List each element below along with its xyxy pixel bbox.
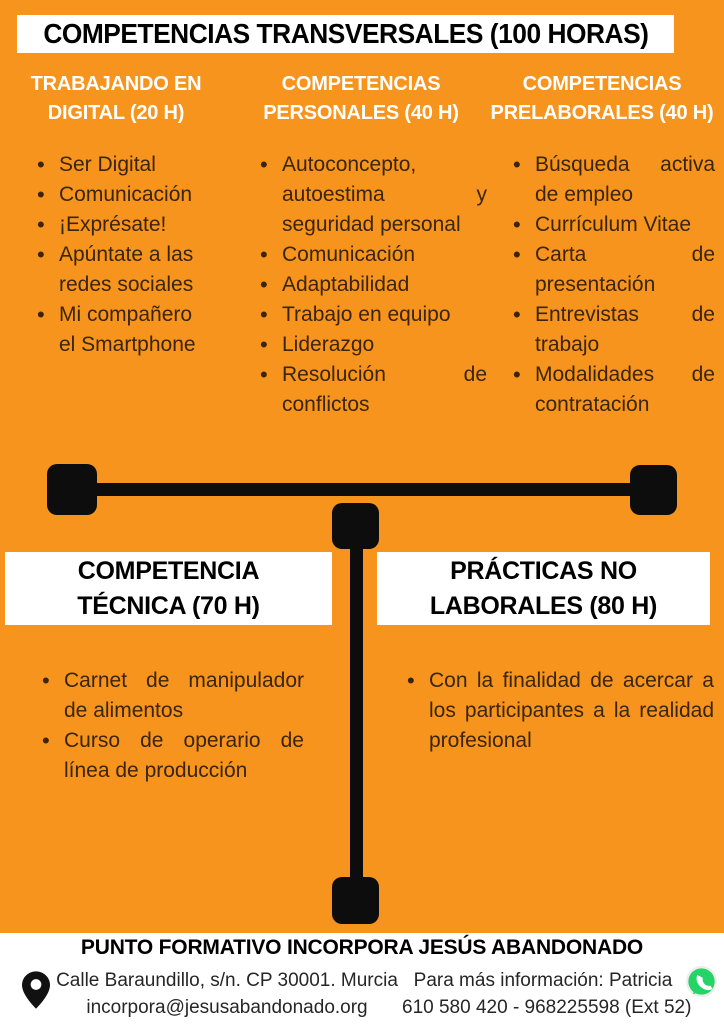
column-header-digital: TRABAJANDO EN DIGITAL (20 H) (30, 73, 202, 124)
info-line: Para más información: Patricia (413, 970, 673, 991)
list-item: • Autoconcepto, autoestima y seguridad personal (258, 150, 487, 240)
phone-numbers: 610 580 420 - 968225598 (Ext 52) (402, 997, 692, 1018)
tecnica-header-box (5, 552, 332, 625)
list-item: • Comunicación (258, 240, 487, 270)
whatsapp-icon (686, 966, 717, 997)
list-item: • ¡Exprésate! (35, 210, 209, 240)
list-item: • Comunicación (35, 180, 209, 210)
list-item: • Currículum Vitae (511, 210, 715, 240)
personales-list (258, 150, 487, 420)
column-header-prelaborales: COMPETENCIAS PRELABORALES (40 H) (490, 73, 714, 124)
digital-list (35, 150, 220, 360)
tecnica-header: COMPETENCIA TÉCNICA (70 H) (77, 556, 260, 620)
column-header-personales: COMPETENCIAS PERSONALES (40 H) (263, 73, 459, 124)
list-item: • Mi compañero el Smartphone (35, 300, 209, 360)
connector-vertical-bar (350, 545, 363, 885)
prelaborales-list (511, 150, 722, 420)
connector-bottom-node (332, 877, 379, 924)
column-personales (241, 70, 487, 420)
tecnica-list (40, 666, 304, 786)
list-item: • Carnet de manipulador de alimentos (40, 666, 304, 726)
footer-heading: PUNTO FORMATIVO INCORPORA JESÚS ABANDONADO (80, 936, 644, 959)
email-text: incorpora@jesusabandonado.org (86, 997, 368, 1018)
list-item: • Resolución de conflictos (258, 360, 487, 420)
list-item: • Modalidades de contratación (511, 360, 715, 420)
practicas-header: PRÁCTICAS NO LABORALES (80 H) (429, 556, 658, 620)
title-banner (17, 15, 674, 53)
list-item: • Con la finalidad de acercar a los participantes a la realidad profesional (405, 666, 714, 756)
connector-center-node (332, 503, 379, 549)
column-digital (12, 70, 220, 360)
address-line: Calle Baraundillo, s/n. CP 30001. Murcia (56, 970, 398, 991)
list-item: • Búsqueda activa de empleo (511, 150, 715, 210)
page-title: COMPETENCIAS TRANSVERSALES (100 HORAS) (42, 18, 649, 49)
list-item: • Entrevistas de trabajo (511, 300, 715, 360)
list-item: • Apúntate a las redes sociales (35, 240, 209, 300)
connector-right-node (630, 465, 677, 515)
address-block (52, 967, 402, 1021)
list-item: • Carta de presentación (511, 240, 715, 300)
location-pin-icon (22, 970, 50, 1010)
list-item: • Ser Digital (35, 150, 209, 180)
list-item: • Curso de operario de línea de producción (40, 726, 304, 786)
column-prelaborales (482, 70, 722, 420)
connector-left-node (47, 464, 97, 515)
footer (0, 933, 724, 1024)
list-item: • Liderazgo (258, 330, 487, 360)
list-item: • Trabajo en equipo (258, 300, 487, 330)
info-block (402, 967, 692, 1021)
practicas-header-box (377, 552, 710, 625)
practicas-list (405, 666, 714, 756)
list-item: • Adaptabilidad (258, 270, 487, 300)
connector-horizontal-bar (70, 483, 637, 496)
